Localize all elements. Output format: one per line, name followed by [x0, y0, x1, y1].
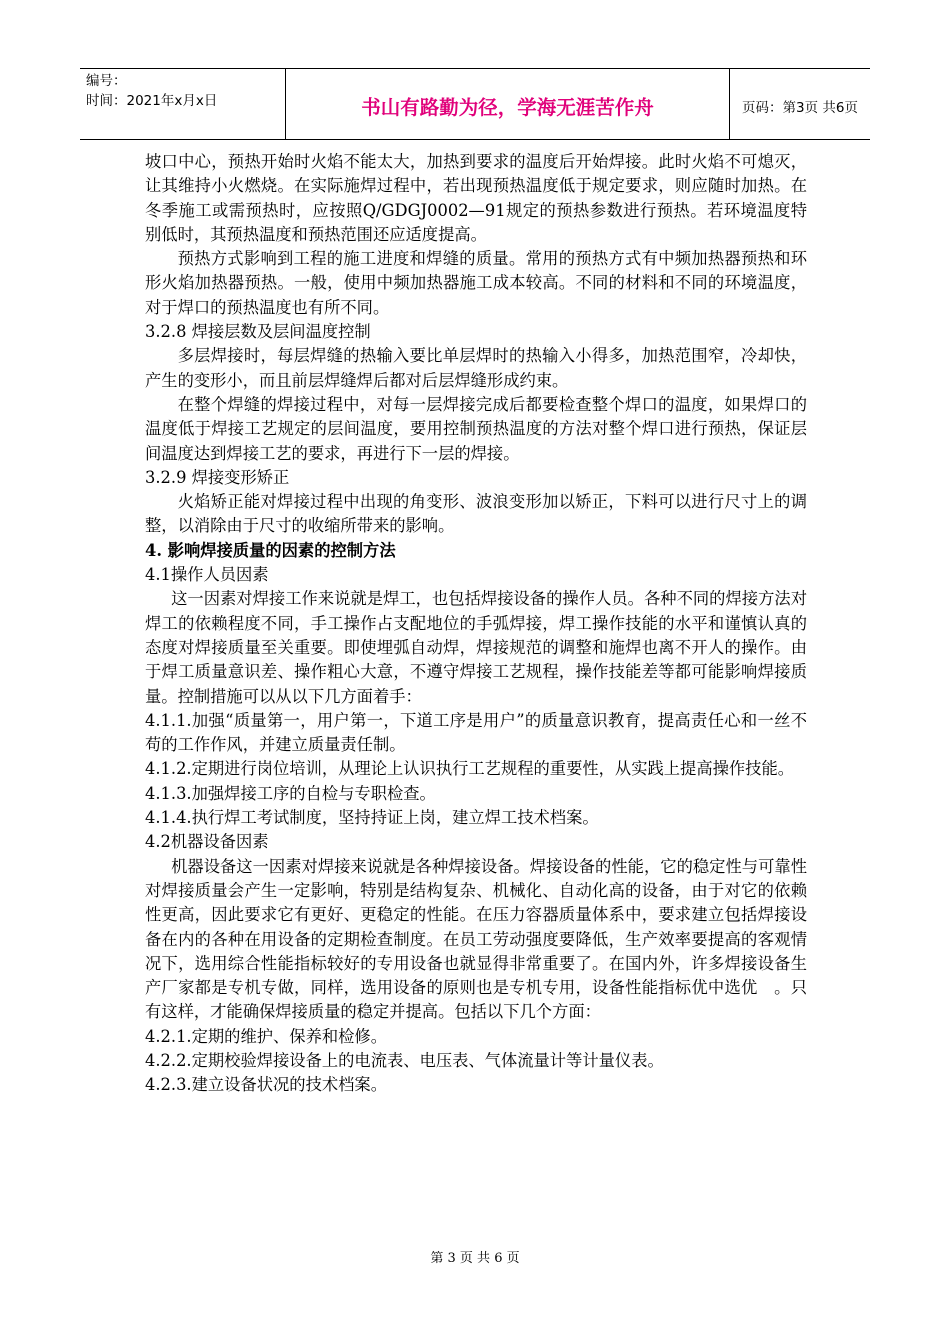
paragraph: 火焰矫正能对焊接过程中出现的角变形、波浪变形加以矫正，下料可以进行尺寸上的调整，以消除由于尺寸的收缩所带来的影响。: [145, 492, 807, 536]
paragraph: 预热方式影响到工程的施工进度和焊缝的质量。常用的预热方式有中频加热器预热和环形火焰加热器预热。一般，使用中频加热器施工成本较高。不同的材料和不同的环境温度，对于焊口的预热温度也有所不同。: [145, 249, 807, 317]
list-item: 4.1.1.加强“质量第一，用户第一，下道工序是用户”的质量意识教育，提高责任心和一丝不苟的工作作风，并建立质量责任制。: [145, 710, 807, 755]
header-motto: 书山有路勤为径，学海无涯苦作舟: [285, 69, 730, 139]
document-date: 时间：2021年x月x日: [86, 93, 218, 109]
paragraph: 在整个焊缝的焊接过程中，对每一层焊接完成后都要检查整个焊口的温度，如果焊口的温度低于焊接工艺规定的层间温度，要用控制预热温度的方法对整个焊口进行预热，保证层间温度达到焊接工艺的要求，再进行下一层的焊接。: [145, 394, 807, 463]
paragraph: 多层焊接时，每层焊缝的热输入要比单层焊时的热输入小得多，加热范围窄，冷却快，产生的变形小，而且前层焊缝焊后都对后层焊缝形成约束。: [145, 346, 807, 390]
section-heading: 4.1操作人员因素: [145, 565, 269, 585]
section-heading: 4.2机器设备因素: [145, 832, 269, 852]
list-item: 4.2.3.建立设备状况的技术档案。: [145, 1075, 387, 1095]
page-footer: 第 3 页 共 6 页: [430, 1251, 520, 1266]
paragraph: 这一因素对焊接工作来说就是焊工，也包括焊接设备的操作人员。各种不同的焊接方法对焊工的依赖程度不同，手工操作占支配地位的手弧焊接，焊工操作技能的水平和谨慎认真的态度对焊接质量至关重要。即使埋弧自动焊，焊接规范的调整和施焊也离不开人的操作。由于焊工质量意识差、操作粗心大意，不遵守焊接工艺规程，操作技能差等都可能影响焊接质量。控制措施可以从以下几方面着手：: [145, 589, 807, 706]
chapter-heading: 4. 影响焊接质量的因素的控制方法: [145, 540, 396, 560]
list-item: 4.1.2.定期进行岗位培训，从理论上认识执行工艺规程的重要性，从实践上提高操作技能。: [145, 759, 795, 779]
list-item: 4.1.3.加强焊接工序的自检与专职检查。: [145, 783, 436, 803]
header-page-info: 页码：第3页 共6页: [742, 100, 858, 116]
list-item: 4.2.1.定期的维护、保养和检修。: [145, 1026, 387, 1046]
paragraph: 机器设备这一因素对焊接来说就是各种焊接设备。焊接设备的性能，它的稳定性与可靠性对焊接质量会产生一定影响，特别是结构复杂、机械化、自动化高的设备，由于对它的依赖性更高，因此要求它有更好、更稳定的性能。在压力容器质量体系中，要求建立包括焊接设备在内的各种在用设备的定期检查制度。在员工劳动强度要降低，生产效率要提高的客观情况下，选用综合性能指标较好的专用设备也就显得非常重要了。在国内外，许多焊接设备生产厂家都是专机专做，同样，选用设备的原则也是专机专用，设备性能指标优中选优 。只有这样，才能确保焊接质量的稳定并提高。包括以下几个方面：: [145, 856, 807, 1022]
section-heading: 3.2.9 焊接变形矫正: [145, 467, 290, 487]
document-body: [145, 150, 807, 1098]
list-item: 4.2.2.定期校验焊接设备上的电流表、电压表、气体流量计等计量仪表。: [145, 1050, 664, 1070]
document-number-label: 编号：: [86, 73, 127, 89]
section-heading: 3.2.8 焊接层数及层间温度控制: [145, 322, 371, 342]
header-meta: [80, 69, 285, 139]
list-item: 4.1.4.执行焊工考试制度，坚持持证上岗，建立焊工技术档案。: [145, 808, 599, 828]
paragraph: 坡口中心，预热开始时火焰不能太大，加热到要求的温度后开始焊接。此时火焰不可熄灭，让其维持小火燃烧。在实际施焊过程中，若出现预热温度低于规定要求，则应随时加热。在冬季施工或需预热时，应按照Q/GDGJ0002—91规定的预热参数进行预热。若环境温度特别低时，其预热温度和预热范围还应适度提高。: [145, 152, 807, 244]
page-header: [80, 68, 870, 140]
